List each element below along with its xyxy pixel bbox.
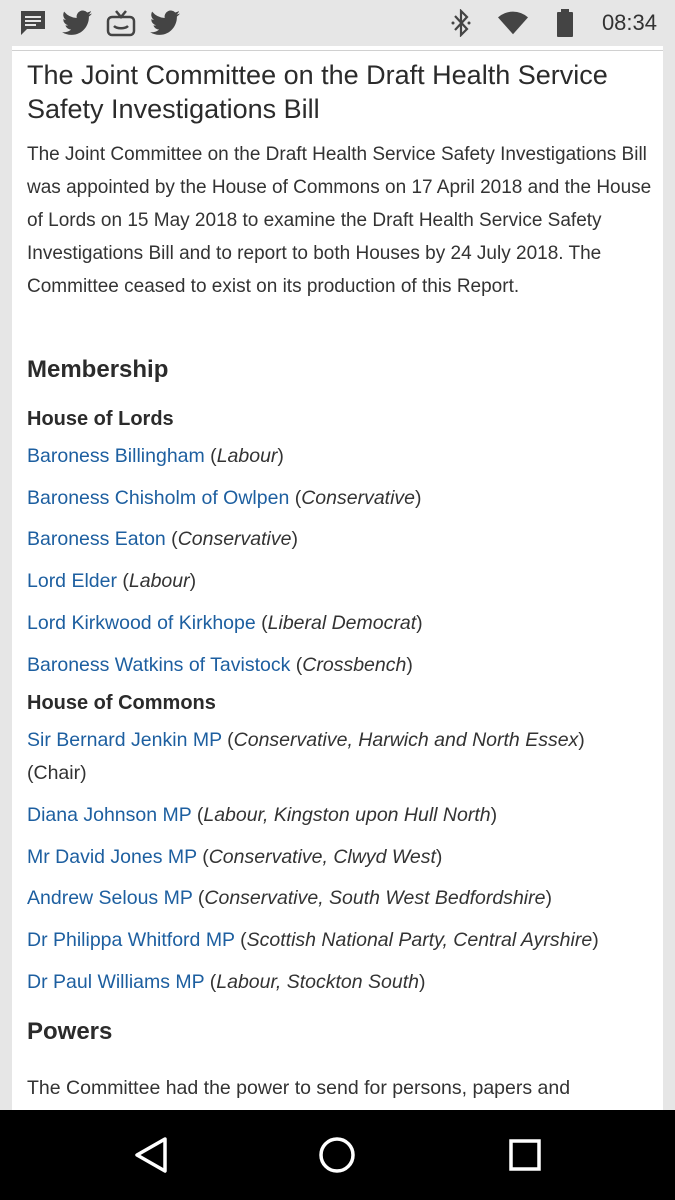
wifi-icon	[498, 8, 528, 38]
tv-icon	[106, 8, 136, 38]
member-party: Liberal Democrat	[267, 612, 417, 634]
list-item: Diana Johnson MP (Labour, Kingston upon Hull North)	[27, 804, 498, 826]
status-bar	[0, 0, 675, 46]
notification-icons	[0, 8, 180, 38]
web-page[interactable]	[12, 46, 663, 1110]
member-link[interactable]: Diana Johnson MP	[27, 804, 192, 826]
member-link[interactable]: Baroness Eaton	[27, 528, 166, 550]
back-icon[interactable]	[128, 1132, 174, 1178]
member-link[interactable]: Baroness Billingham	[27, 445, 205, 467]
powers-heading: Powers	[27, 1018, 113, 1045]
system-icons	[446, 0, 657, 46]
battery-icon	[550, 8, 580, 38]
intro-paragraph: The Joint Committee on the Draft Health Service Safety Investigations Bill was appointed by the House of Commons on 17 April 2018 and the House of Lords on 15 May 2018 to examine the Draft Health Service Safety Investigations Bill and to report to both Houses by 24 July 2018. The Committee ceased to exist on its production of this Report.	[27, 144, 652, 297]
powers-paragraph: The Committee had the power to send for persons, papers and	[27, 1077, 571, 1099]
bluetooth-icon	[446, 8, 476, 38]
house-of-commons-heading: House of Commons	[27, 692, 216, 714]
list-item: Lord Kirkwood of Kirkhope (Liberal Democrat)	[27, 612, 423, 634]
list-item: Mr David Jones MP (Conservative, Clwyd West)	[27, 846, 443, 868]
recents-icon[interactable]	[502, 1132, 548, 1178]
divider	[12, 50, 663, 51]
list-item: Dr Philippa Whitford MP (Scottish National Party, Central Ayrshire)	[27, 929, 599, 951]
navigation-bar	[0, 1110, 675, 1200]
list-item: Dr Paul Williams MP (Labour, Stockton South)	[27, 971, 426, 993]
member-party: Conservative, South West Bedfordshire	[204, 887, 546, 909]
list-item: Andrew Selous MP (Conservative, South West Bedfordshire)	[27, 887, 552, 909]
clock: 08:34	[601, 10, 657, 35]
list-item: Baroness Billingham (Labour)	[27, 445, 284, 467]
list-item: Sir Bernard Jenkin MP (Conservative, Harwich and North Essex) (Chair)	[27, 729, 585, 784]
member-party: Labour	[216, 445, 278, 467]
member-party: Crossbench	[302, 654, 407, 676]
home-icon[interactable]	[314, 1132, 360, 1178]
list-item: Baroness Chisholm of Owlpen (Conservative)	[27, 487, 422, 509]
house-of-lords-heading: House of Lords	[27, 408, 174, 430]
twitter-icon	[62, 8, 92, 38]
member-link[interactable]: Baroness Chisholm of Owlpen	[27, 487, 290, 509]
member-link[interactable]: Andrew Selous MP	[27, 887, 193, 909]
member-link[interactable]: Lord Kirkwood of Kirkhope	[27, 612, 256, 634]
twitter-icon	[150, 8, 180, 38]
member-party: Labour	[128, 570, 190, 592]
member-link[interactable]: Dr Paul Williams MP	[27, 971, 205, 993]
member-link[interactable]: Mr David Jones MP	[27, 846, 197, 868]
member-link[interactable]: Sir Bernard Jenkin MP	[27, 729, 222, 751]
member-link[interactable]: Baroness Watkins of Tavistock	[27, 654, 291, 676]
list-item: Baroness Eaton (Conservative)	[27, 528, 298, 550]
message-icon	[18, 8, 48, 38]
member-party: Conservative, Harwich and North Essex	[233, 729, 579, 751]
member-party: Labour, Kingston upon Hull North	[203, 804, 491, 826]
member-link[interactable]: Dr Philippa Whitford MP	[27, 929, 235, 951]
member-party: Conservative, Clwyd West	[208, 846, 436, 868]
page-title: The Joint Committee on the Draft Health Service Safety Investigations Bill	[27, 60, 608, 124]
list-item: Baroness Watkins of Tavistock (Crossbench)	[27, 654, 413, 676]
member-link[interactable]: Lord Elder	[27, 570, 117, 592]
member-party: Conservative	[177, 528, 292, 550]
chair-label: (Chair)	[27, 762, 87, 784]
member-party: Conservative	[301, 487, 416, 509]
membership-heading: Membership	[27, 356, 169, 383]
member-party: Labour, Stockton South	[216, 971, 419, 993]
member-party: Scottish National Party, Central Ayrshire	[246, 929, 593, 951]
list-item: Lord Elder (Labour)	[27, 570, 197, 592]
